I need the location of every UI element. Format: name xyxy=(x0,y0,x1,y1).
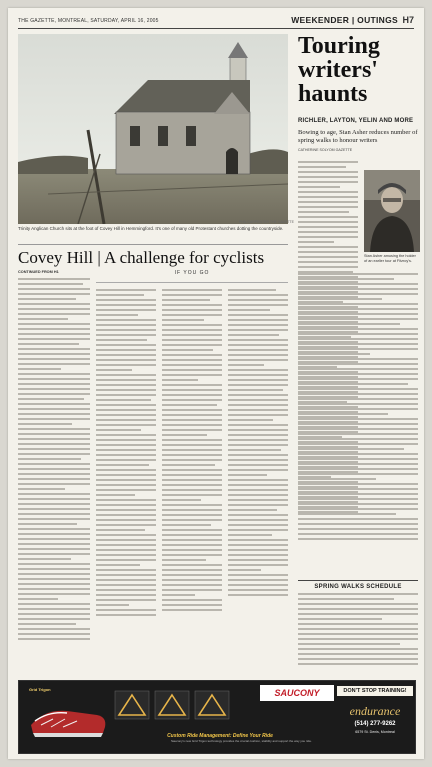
newspaper-page xyxy=(8,8,424,759)
dont-stop-banner: DON'T STOP TRAINING! xyxy=(337,686,413,696)
portrait-photo xyxy=(364,170,420,252)
body-text xyxy=(162,289,222,611)
photo-caption: Trinity Anglican Church sits at the foot of Covey Hill in Hemmingford. It's one of many old Protestant churches dotting the countryside. xyxy=(18,226,284,231)
portrait-caption: Stan Asher amusing the holder of an earlier tour at Fitzroy's. xyxy=(364,254,416,263)
spring-walks-box xyxy=(298,580,418,668)
covey-headline: Covey Hill | A challenge for cyclists xyxy=(18,244,288,268)
article-column-1 xyxy=(18,270,90,643)
saucony-logo: SAUCONY xyxy=(260,685,334,701)
continued-label: CONTINUED FROM H1 xyxy=(18,270,59,274)
store-phone: (514) 277-9262 xyxy=(354,721,396,727)
if-you-go-label: IF YOU GO xyxy=(96,270,288,283)
body-text xyxy=(298,593,418,665)
feature-column-2 xyxy=(298,270,418,543)
feature-headline: Touring writers' haunts xyxy=(298,33,380,107)
custom-ride-tagline: Custom Ride Management: Define Your Ride xyxy=(167,733,273,739)
body-text xyxy=(18,278,90,640)
grid-trigon-label: Grid Trigon xyxy=(29,687,51,692)
ad-fine-print: Saucony's new Grid Trigon technology provides the crucial cushion, stability and support the way you ride. xyxy=(171,739,312,743)
section-name: WEEKENDER | OUTINGS xyxy=(291,15,398,25)
feature-byline: CATHERINE SOLYOM GAZETTE xyxy=(298,148,353,152)
spring-walks-list xyxy=(298,593,418,665)
body-text xyxy=(228,289,288,596)
spring-walks-title: SPRING WALKS SCHEDULE xyxy=(314,584,402,590)
feature-subdeck: Bowing to age, Stan Asher reduces number of spring walks to honour writers xyxy=(298,129,418,144)
info-column-2 xyxy=(162,286,222,614)
endurance-logo: endurance xyxy=(349,704,401,718)
page-header xyxy=(18,14,414,29)
info-column-1 xyxy=(96,286,156,619)
body-text xyxy=(298,273,418,540)
info-column-3 xyxy=(228,286,288,599)
body-text xyxy=(96,289,156,616)
dateline: THE GAZETTE, MONTREAL, SATURDAY, APRIL 16, 2005 xyxy=(18,18,159,24)
church-photo xyxy=(18,34,288,224)
feature-deck: RICHLER, LAYTON, YELIN AND MORE xyxy=(298,118,414,124)
page-number: H7 xyxy=(402,15,414,25)
photo-credit: PHIL CARPENTER THE GAZETTE xyxy=(238,220,294,224)
saucony-advertisement[interactable] xyxy=(18,680,416,754)
store-address: 6579 St. Denis, Montreal xyxy=(355,730,395,734)
